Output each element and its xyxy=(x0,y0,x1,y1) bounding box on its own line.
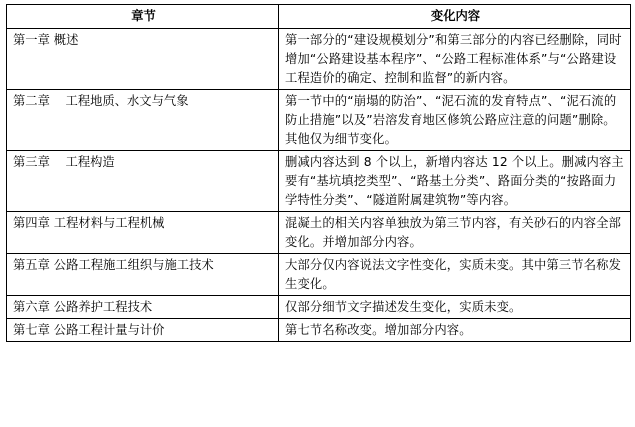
table-row xyxy=(7,319,631,342)
change-cell: 第七节名称改变。增加部分内容。 xyxy=(279,319,631,342)
change-cell: 第一部分的“建设规模划分”和第三部分的内容已经删除，同时增加“公路建设基本程序”、“公路工程标准体系”与“公路建设工程造价的确定、控制和监督”的新内容。 xyxy=(279,29,631,90)
table-header-row xyxy=(7,5,631,29)
chapter-cell: 第一章 概述 xyxy=(7,29,279,90)
change-cell: 混凝土的相关内容单独放为第三节内容，有关砂石的内容全部变化。并增加部分内容。 xyxy=(279,212,631,254)
change-cell: 第一节中的“崩塌的防治”、“泥石流的发育特点”、“泥石流的防止措施”以及”岩溶发育地区修筑公路应注意的问题”删除。其他仅为细节变化。 xyxy=(279,90,631,151)
table-row xyxy=(7,296,631,319)
table-row xyxy=(7,254,631,296)
table-row xyxy=(7,29,631,90)
change-cell: 仅部分细节文字描述发生变化，实质未变。 xyxy=(279,296,631,319)
table-row xyxy=(7,151,631,212)
chapter-changes-table xyxy=(6,4,631,342)
change-cell: 大部分仅内容说法文字性变化，实质未变。其中第三节名称发生变化。 xyxy=(279,254,631,296)
header-chapter: 章节 xyxy=(7,5,279,29)
table-row xyxy=(7,90,631,151)
chapter-cell: 第六章 公路养护工程技术 xyxy=(7,296,279,319)
header-change-content: 变化内容 xyxy=(279,5,631,29)
chapter-cell: 第二章 工程地质、水文与气象 xyxy=(7,90,279,151)
chapter-cell: 第七章 公路工程计量与计价 xyxy=(7,319,279,342)
chapter-cell: 第四章 工程材料与工程机械 xyxy=(7,212,279,254)
change-cell: 删减内容达到 8 个以上，新增内容达 12 个以上。删减内容主要有“基坑填挖类型”、“路基土分类”、路面分类的“按路面力学特性分类”、“隧道附属建筑物”等内容。 xyxy=(279,151,631,212)
table-row xyxy=(7,212,631,254)
chapter-cell: 第三章 工程构造 xyxy=(7,151,279,212)
chapter-cell: 第五章 公路工程施工组织与施工技术 xyxy=(7,254,279,296)
